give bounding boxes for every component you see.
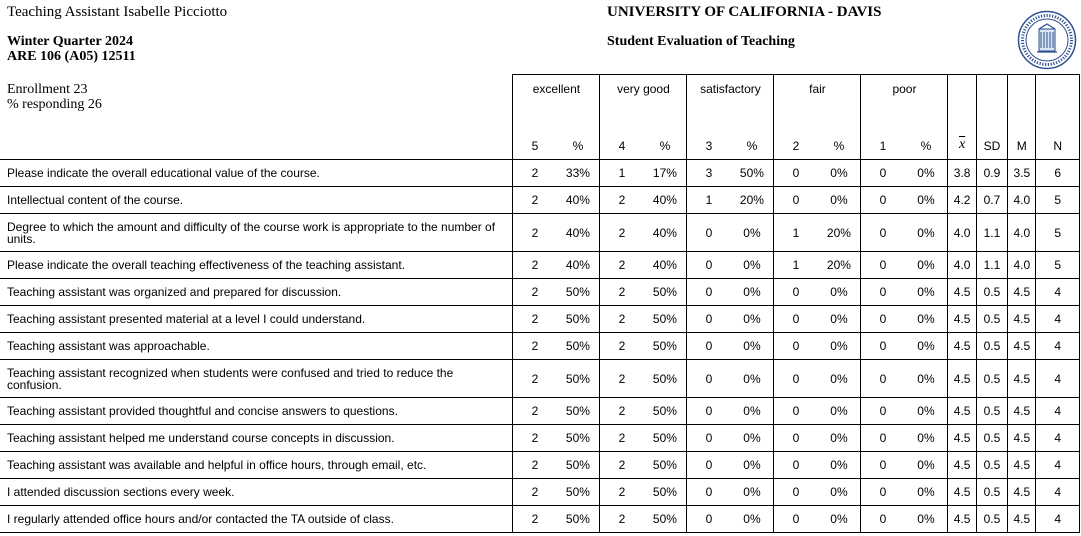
count-fair: 0: [774, 425, 818, 452]
count-excellent: 2: [513, 252, 557, 279]
count-satisfactory: 0: [687, 214, 731, 252]
pct-poor: 0%: [904, 425, 948, 452]
sd-value: 0.7: [976, 187, 1007, 214]
table-row: [0, 425, 1080, 452]
pct-very-good: 40%: [643, 252, 687, 279]
table-row: [0, 252, 1080, 279]
teaching-assistant-name: Teaching Assistant Isabelle Picciotto: [7, 4, 228, 20]
pct-fair: 0%: [817, 360, 861, 398]
question-text: Please indicate the overall educational value of the course.: [0, 160, 513, 187]
evaluation-table: [0, 74, 1080, 533]
subheader-pct: %: [556, 112, 600, 160]
count-excellent: 2: [513, 279, 557, 306]
enrollment-label: Enrollment 23: [7, 82, 88, 97]
pct-very-good: 50%: [643, 425, 687, 452]
pct-very-good: 17%: [643, 160, 687, 187]
question-text: Teaching assistant helped me understand course concepts in discussion.: [0, 425, 513, 452]
pct-excellent: 50%: [556, 306, 600, 333]
pct-very-good: 40%: [643, 214, 687, 252]
table-row: [0, 452, 1080, 479]
count-fair: 1: [774, 252, 818, 279]
count-satisfactory: 0: [687, 306, 731, 333]
count-very-good: 2: [600, 452, 644, 479]
count-very-good: 2: [600, 279, 644, 306]
count-poor: 0: [861, 398, 905, 425]
pct-very-good: 50%: [643, 452, 687, 479]
responding-label: % responding 26: [7, 97, 102, 112]
pct-very-good: 50%: [643, 279, 687, 306]
question-text: Please indicate the overall teaching effectiveness of the teaching assistant.: [0, 252, 513, 279]
pct-satisfactory: 0%: [730, 279, 774, 306]
count-very-good: 2: [600, 479, 644, 506]
count-fair: 0: [774, 452, 818, 479]
count-excellent: 2: [513, 160, 557, 187]
n-value: 4: [1036, 360, 1080, 398]
pct-poor: 0%: [904, 252, 948, 279]
pct-satisfactory: 0%: [730, 333, 774, 360]
pct-excellent: 50%: [556, 279, 600, 306]
count-very-good: 2: [600, 360, 644, 398]
sd-value: 0.5: [976, 333, 1007, 360]
count-excellent: 2: [513, 479, 557, 506]
median-value: 4.5: [1008, 306, 1036, 333]
pct-fair: 0%: [817, 452, 861, 479]
count-very-good: 2: [600, 506, 644, 533]
count-excellent: 2: [513, 398, 557, 425]
sd-value: 0.5: [976, 479, 1007, 506]
count-excellent: 2: [513, 187, 557, 214]
pct-poor: 0%: [904, 398, 948, 425]
table-row: [0, 479, 1080, 506]
pct-very-good: 50%: [643, 479, 687, 506]
count-satisfactory: 0: [687, 479, 731, 506]
table-row: [0, 306, 1080, 333]
pct-satisfactory: 0%: [730, 360, 774, 398]
university-title: UNIVERSITY OF CALIFORNIA - DAVIS: [607, 4, 882, 20]
count-very-good: 2: [600, 252, 644, 279]
question-text: Degree to which the amount and difficulty of the course work is appropriate to the number of units.: [0, 214, 513, 252]
question-text: I attended discussion sections every week.: [0, 479, 513, 506]
count-poor: 0: [861, 306, 905, 333]
subheader-5: 5: [513, 112, 557, 160]
subheader-pct: %: [817, 112, 861, 160]
pct-fair: 0%: [817, 306, 861, 333]
pct-fair: 0%: [817, 398, 861, 425]
pct-satisfactory: 0%: [730, 452, 774, 479]
course-label: ARE 106 (A05) 12511: [7, 49, 136, 64]
mean-value: 4.5: [948, 306, 976, 333]
pct-excellent: 40%: [556, 252, 600, 279]
mean-value: 4.5: [948, 425, 976, 452]
pct-excellent: 33%: [556, 160, 600, 187]
pct-poor: 0%: [904, 214, 948, 252]
count-fair: 0: [774, 333, 818, 360]
count-poor: 0: [861, 279, 905, 306]
median-value: 4.0: [1008, 187, 1036, 214]
n-value: 6: [1036, 160, 1080, 187]
mean-value: 4.0: [948, 252, 976, 279]
subheader-1: 1: [861, 112, 905, 160]
report-title: Student Evaluation of Teaching: [607, 34, 795, 49]
median-value: 4.0: [1008, 214, 1036, 252]
median-value: 4.5: [1008, 279, 1036, 306]
table-row: [0, 333, 1080, 360]
count-very-good: 2: [600, 398, 644, 425]
pct-fair: 20%: [817, 214, 861, 252]
n-value: 4: [1036, 306, 1080, 333]
sd-value: 1.1: [976, 252, 1007, 279]
pct-satisfactory: 20%: [730, 187, 774, 214]
count-very-good: 2: [600, 214, 644, 252]
mean-value: 3.8: [948, 160, 976, 187]
count-fair: 0: [774, 187, 818, 214]
n-value: 4: [1036, 425, 1080, 452]
subheader-pct: %: [904, 112, 948, 160]
pct-poor: 0%: [904, 506, 948, 533]
mean-value: 4.5: [948, 452, 976, 479]
count-very-good: 2: [600, 425, 644, 452]
count-fair: 0: [774, 160, 818, 187]
pct-very-good: 50%: [643, 506, 687, 533]
pct-poor: 0%: [904, 333, 948, 360]
subheader-median: M: [1008, 112, 1036, 160]
pct-very-good: 50%: [643, 398, 687, 425]
n-value: 5: [1036, 187, 1080, 214]
quarter-label: Winter Quarter 2024: [7, 34, 133, 49]
question-text: Teaching assistant recognized when students were confused and tried to reduce the confusion.: [0, 360, 513, 398]
pct-very-good: 40%: [643, 187, 687, 214]
category-excellent: excellent: [513, 75, 600, 113]
pct-poor: 0%: [904, 452, 948, 479]
median-value: 4.5: [1008, 398, 1036, 425]
count-satisfactory: 0: [687, 398, 731, 425]
question-header-blank: [0, 75, 513, 113]
median-value: 4.5: [1008, 506, 1036, 533]
pct-satisfactory: 0%: [730, 214, 774, 252]
median-value: 4.5: [1008, 425, 1036, 452]
category-very-good: very good: [600, 75, 687, 113]
count-poor: 0: [861, 187, 905, 214]
sd-value: 0.9: [976, 160, 1007, 187]
pct-satisfactory: 50%: [730, 160, 774, 187]
n-value: 4: [1036, 452, 1080, 479]
pct-poor: 0%: [904, 360, 948, 398]
count-satisfactory: 0: [687, 333, 731, 360]
pct-fair: 0%: [817, 479, 861, 506]
subheader-2: 2: [774, 112, 818, 160]
median-value: 4.5: [1008, 333, 1036, 360]
pct-satisfactory: 0%: [730, 425, 774, 452]
pct-fair: 0%: [817, 187, 861, 214]
count-poor: 0: [861, 252, 905, 279]
term-course-block: [7, 34, 136, 64]
pct-poor: 0%: [904, 160, 948, 187]
pct-excellent: 50%: [556, 398, 600, 425]
question-text: Teaching assistant was approachable.: [0, 333, 513, 360]
pct-satisfactory: 0%: [730, 306, 774, 333]
count-poor: 0: [861, 360, 905, 398]
table-row: [0, 398, 1080, 425]
count-poor: 0: [861, 452, 905, 479]
table-row: [0, 187, 1080, 214]
count-excellent: 2: [513, 214, 557, 252]
subheader-n: N: [1036, 112, 1080, 160]
count-satisfactory: 0: [687, 452, 731, 479]
pct-poor: 0%: [904, 479, 948, 506]
count-poor: 0: [861, 506, 905, 533]
sd-value: 0.5: [976, 279, 1007, 306]
subheader-pct: %: [643, 112, 687, 160]
question-text: Teaching assistant provided thoughtful and concise answers to questions.: [0, 398, 513, 425]
pct-fair: 0%: [817, 333, 861, 360]
count-satisfactory: 0: [687, 506, 731, 533]
pct-excellent: 50%: [556, 333, 600, 360]
pct-excellent: 50%: [556, 506, 600, 533]
count-satisfactory: 0: [687, 252, 731, 279]
sd-value: 1.1: [976, 214, 1007, 252]
pct-fair: 0%: [817, 506, 861, 533]
count-satisfactory: 0: [687, 360, 731, 398]
pct-poor: 0%: [904, 306, 948, 333]
mean-value: 4.5: [948, 479, 976, 506]
count-excellent: 2: [513, 306, 557, 333]
subheader-mean: $\overline{x}$: [948, 112, 976, 160]
question-text: Teaching assistant was organized and prepared for discussion.: [0, 279, 513, 306]
mean-value: 4.5: [948, 279, 976, 306]
sd-value: 0.5: [976, 360, 1007, 398]
table-row: [0, 160, 1080, 187]
count-poor: 0: [861, 479, 905, 506]
count-poor: 0: [861, 214, 905, 252]
pct-very-good: 50%: [643, 333, 687, 360]
sd-value: 0.5: [976, 306, 1007, 333]
count-fair: 0: [774, 306, 818, 333]
pct-satisfactory: 0%: [730, 506, 774, 533]
question-text: Teaching assistant was available and helpful in office hours, through email, etc.: [0, 452, 513, 479]
n-value: 5: [1036, 252, 1080, 279]
pct-satisfactory: 0%: [730, 252, 774, 279]
subheader-pct: %: [730, 112, 774, 160]
sd-value: 0.5: [976, 506, 1007, 533]
count-fair: 0: [774, 398, 818, 425]
median-value: 4.5: [1008, 452, 1036, 479]
uc-davis-seal-icon: [1017, 10, 1077, 70]
table-row: [0, 360, 1080, 398]
pct-excellent: 50%: [556, 479, 600, 506]
median-value: 3.5: [1008, 160, 1036, 187]
subheader-sd: SD: [976, 112, 1007, 160]
pct-poor: 0%: [904, 187, 948, 214]
subheader-3: 3: [687, 112, 731, 160]
mean-value: 4.5: [948, 333, 976, 360]
question-text: Intellectual content of the course.: [0, 187, 513, 214]
count-very-good: 2: [600, 306, 644, 333]
count-fair: 1: [774, 214, 818, 252]
question-text: I regularly attended office hours and/or contacted the TA outside of class.: [0, 506, 513, 533]
table-row: [0, 506, 1080, 533]
count-fair: 0: [774, 506, 818, 533]
median-value: 4.5: [1008, 360, 1036, 398]
count-excellent: 2: [513, 506, 557, 533]
n-value: 4: [1036, 279, 1080, 306]
count-poor: 0: [861, 333, 905, 360]
count-fair: 0: [774, 279, 818, 306]
count-satisfactory: 3: [687, 160, 731, 187]
sd-value: 0.5: [976, 398, 1007, 425]
mean-value: 4.5: [948, 398, 976, 425]
pct-satisfactory: 0%: [730, 479, 774, 506]
count-very-good: 2: [600, 333, 644, 360]
pct-excellent: 50%: [556, 452, 600, 479]
question-text: Teaching assistant presented material at a level I could understand.: [0, 306, 513, 333]
n-value: 4: [1036, 479, 1080, 506]
count-satisfactory: 0: [687, 425, 731, 452]
pct-fair: 20%: [817, 252, 861, 279]
pct-excellent: 50%: [556, 425, 600, 452]
pct-excellent: 40%: [556, 214, 600, 252]
sd-value: 0.5: [976, 452, 1007, 479]
count-excellent: 2: [513, 360, 557, 398]
n-value: 5: [1036, 214, 1080, 252]
pct-excellent: 40%: [556, 187, 600, 214]
table-row: [0, 214, 1080, 252]
category-poor: poor: [861, 75, 948, 113]
count-excellent: 2: [513, 425, 557, 452]
count-excellent: 2: [513, 333, 557, 360]
count-excellent: 2: [513, 452, 557, 479]
count-poor: 0: [861, 160, 905, 187]
median-value: 4.0: [1008, 252, 1036, 279]
count-satisfactory: 1: [687, 187, 731, 214]
pct-fair: 0%: [817, 160, 861, 187]
count-fair: 0: [774, 360, 818, 398]
mean-value: 4.5: [948, 506, 976, 533]
mean-value: 4.5: [948, 360, 976, 398]
count-very-good: 1: [600, 160, 644, 187]
pct-poor: 0%: [904, 279, 948, 306]
subheader-4: 4: [600, 112, 644, 160]
table-row: [0, 279, 1080, 306]
category-satisfactory: satisfactory: [687, 75, 774, 113]
pct-very-good: 50%: [643, 306, 687, 333]
pct-fair: 0%: [817, 279, 861, 306]
n-value: 4: [1036, 333, 1080, 360]
pct-excellent: 50%: [556, 360, 600, 398]
pct-fair: 0%: [817, 425, 861, 452]
mean-value: 4.0: [948, 214, 976, 252]
pct-satisfactory: 0%: [730, 398, 774, 425]
count-satisfactory: 0: [687, 279, 731, 306]
count-very-good: 2: [600, 187, 644, 214]
category-fair: fair: [774, 75, 861, 113]
pct-very-good: 50%: [643, 360, 687, 398]
n-value: 4: [1036, 506, 1080, 533]
sd-value: 0.5: [976, 425, 1007, 452]
count-poor: 0: [861, 425, 905, 452]
median-value: 4.5: [1008, 479, 1036, 506]
mean-value: 4.2: [948, 187, 976, 214]
count-fair: 0: [774, 479, 818, 506]
n-value: 4: [1036, 398, 1080, 425]
